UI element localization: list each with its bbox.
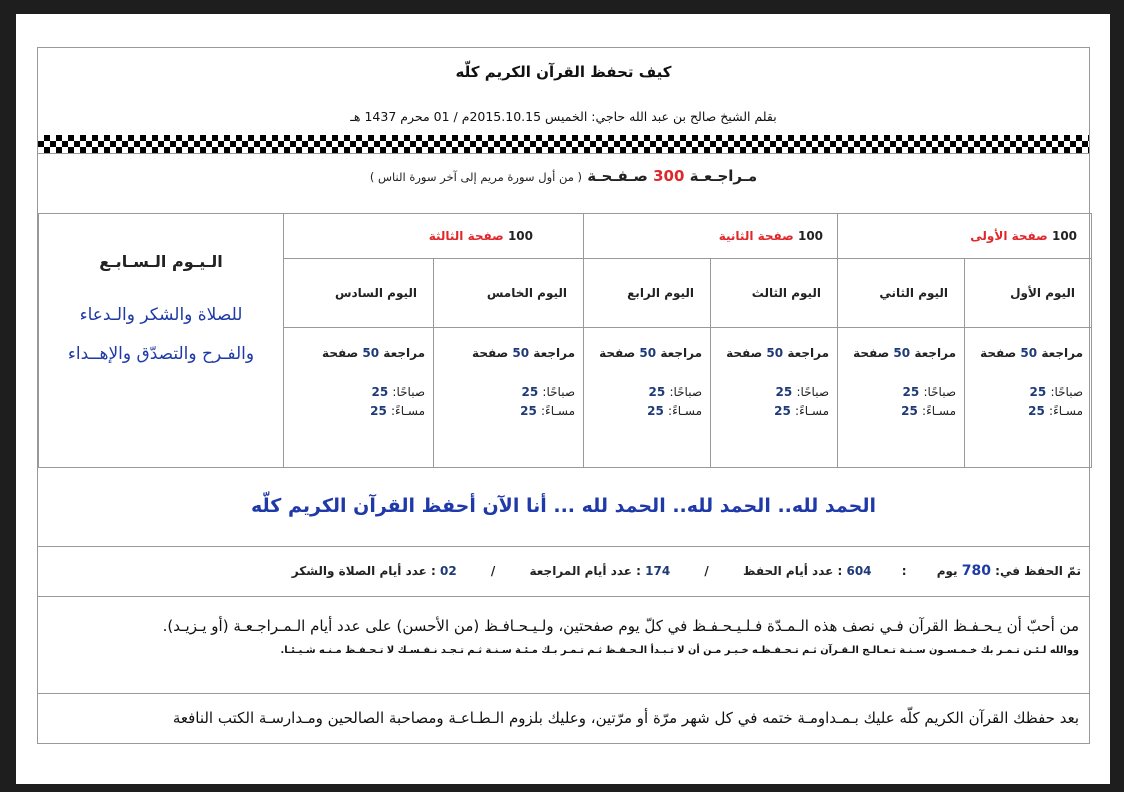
praise-text: الحمد لله.. الحمد لله.. الحمد لله ... أنا الآن أحفظ القرآن الكريم كلّه <box>251 495 876 517</box>
day-header: اليوم الخامس <box>434 259 584 328</box>
plan-evening: مسـاءً: 25 <box>647 404 703 419</box>
review-section <box>38 153 1089 213</box>
day-seven-line-1: للصلاة والشكر والـدعاء <box>79 305 243 325</box>
stats-prayer-num: 02 <box>440 564 457 578</box>
plan-morning: صباحًا: 25 <box>648 385 703 400</box>
plan-review: مراجعة 50 صفحة <box>472 346 576 360</box>
plan-evening: مسـاءً: 25 <box>1028 404 1084 419</box>
plan-evening: مسـاءً: 25 <box>520 404 576 419</box>
review-prefix: مـراجـعـة <box>689 167 758 185</box>
group-header-2 <box>584 214 838 259</box>
day-header: اليوم السادس <box>284 259 434 328</box>
closing-text: بعد حفظك القرآن الكريم كلّه عليك بـمـداومـة ختمه في كل شهر مرّة أو مرّتين، وعليك بلزوم الـطـاعـة ومصاحبة الصالحين ومـدارسـة الكتب النافعة <box>172 709 1079 727</box>
group-2-num: 100 <box>797 229 824 243</box>
day-header: اليوم الرابع <box>584 259 711 328</box>
advice-line-2: ووالله لـئـن تـمـر بك خـمـسـون سـنـة تـعـالـج الـقـرآن ثـم تـحـفـظـه خـيـر مـن أن لا تـبـدأ الـحـفـظ ثـم تـمـر بـك مـئـة سـنـة ثـم تـجـد نـفـسـك لا تـحـفـظ مـنـه شـيـئـا. <box>280 645 1079 656</box>
praise-section <box>38 471 1089 546</box>
review-suffix: صـفـحـة <box>587 167 648 185</box>
stats-total-unit: يوم <box>936 564 958 578</box>
document-page <box>16 14 1110 784</box>
plan-review: مراجعة 50 صفحة <box>980 346 1084 360</box>
stats-sep: / <box>490 564 496 578</box>
group-header-1 <box>838 214 1092 259</box>
day-header: اليوم الثالث <box>711 259 838 328</box>
stats-review-label: : عدد أيام المراجعة <box>529 564 641 578</box>
stats-hifz-label: : عدد أيام الحفظ <box>743 564 843 578</box>
day-plan-cell <box>838 328 965 468</box>
plan-morning: صباحًا: 25 <box>1029 385 1084 400</box>
byline: بقلم الشيخ صالح بن عبد الله حاجي: الخميس 2015.10.15م / 01 محرم 1437 هـ <box>350 109 777 124</box>
group-1-label: صفحة الأولى <box>970 229 1048 243</box>
stats-sep: : <box>901 564 907 578</box>
stats-memorized-label: تمّ الحفظ في: <box>995 564 1081 578</box>
plan-review: مراجعة 50 صفحة <box>599 346 703 360</box>
group-3-num: 100 <box>507 229 534 243</box>
page-title-wrap <box>38 62 1089 81</box>
group-2-label: صفحة الثانية <box>718 229 794 243</box>
plan-review: مراجعة 50 صفحة <box>322 346 426 360</box>
schedule-table <box>38 213 1092 468</box>
day-plan-cell <box>284 328 434 468</box>
day-seven-title: الـيـوم الـسـابـع <box>99 252 223 271</box>
stats-total-num: 780 <box>961 563 991 579</box>
day-header: اليوم الثاني <box>838 259 965 328</box>
day-plan-cell <box>965 328 1092 468</box>
closing-section <box>38 693 1089 744</box>
day-seven-line-2: والفـرح والتصدّق والإهــداء <box>67 343 255 364</box>
plan-evening: مسـاءً: 25 <box>370 404 426 419</box>
group-header-3 <box>284 214 584 259</box>
advice-section <box>38 596 1089 693</box>
plan-evening: مسـاءً: 25 <box>774 404 830 419</box>
review-range: ( من أول سورة مريم إلى آخر سورة الناس ) <box>369 170 583 184</box>
stats-section <box>38 546 1089 596</box>
schedule-document <box>37 47 1090 744</box>
plan-evening: مسـاءً: 25 <box>901 404 957 419</box>
plan-morning: صباحًا: 25 <box>371 385 426 400</box>
group-3-label: صفحة الثالثة <box>428 229 504 243</box>
stats-hifz-num: 604 <box>846 564 872 578</box>
stats-sep: / <box>704 564 709 578</box>
plan-morning: صباحًا: 25 <box>902 385 957 400</box>
group-1-num: 100 <box>1051 229 1078 243</box>
day-plan-cell <box>584 328 711 468</box>
stats-review-num: 174 <box>645 564 671 578</box>
page-title: كيف تحفظ القرآن الكريم كلّه <box>455 63 672 81</box>
advice-line-1: من أحبّ أن يـحـفـظ القرآن فـي نصف هذه الـمـدّة فـلـيـحـفـظ في كلّ يوم صفحتين، ولـيـحـافـظ (من الأحسن) على عدد أيام الـمـراجـعـة (أو يـزيـد). <box>162 617 1079 635</box>
byline-wrap <box>38 106 1089 125</box>
checkered-divider <box>38 135 1089 153</box>
plan-review: مراجعة 50 صفحة <box>726 346 830 360</box>
stats-line <box>38 563 1089 579</box>
day-seven-cell <box>39 214 284 468</box>
day-header: اليوم الأول <box>965 259 1092 328</box>
review-number: 300 <box>653 167 685 185</box>
plan-morning: صباحًا: 25 <box>521 385 576 400</box>
stats-prayer-label: : عدد أيام الصلاة والشكر <box>291 564 436 578</box>
plan-review: مراجعة 50 صفحة <box>853 346 957 360</box>
review-heading <box>38 167 1089 185</box>
day-plan-cell <box>434 328 584 468</box>
plan-morning: صباحًا: 25 <box>775 385 830 400</box>
day-plan-cell <box>711 328 838 468</box>
